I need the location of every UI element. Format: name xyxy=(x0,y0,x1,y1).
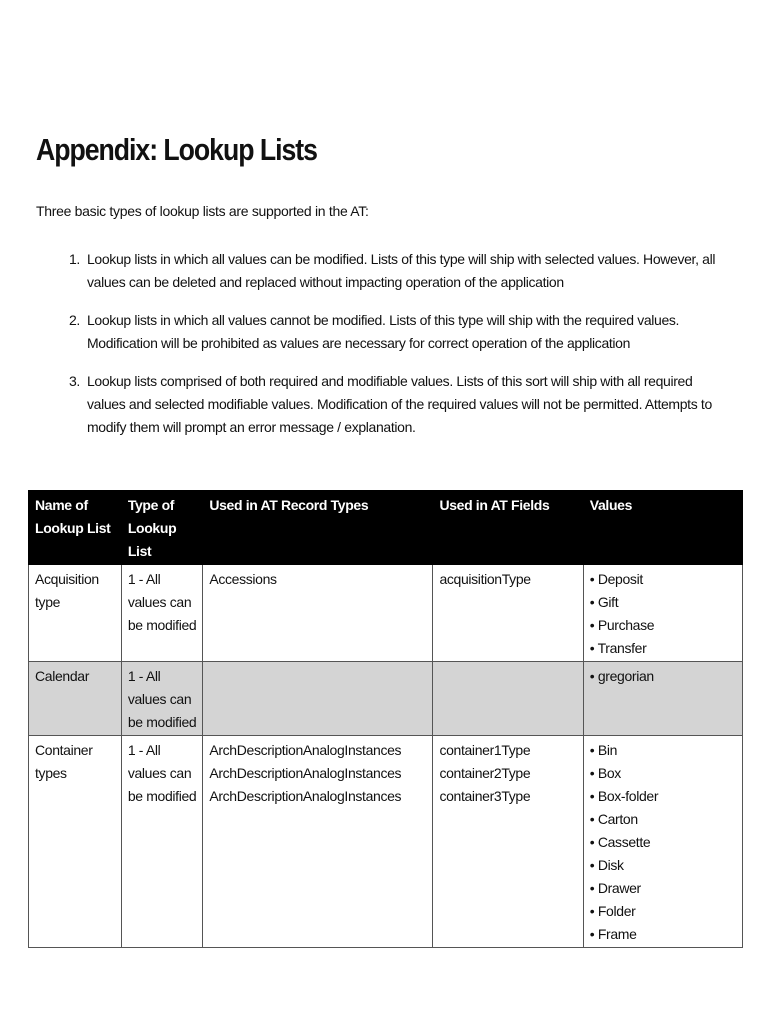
cell-record-types: Accessions xyxy=(203,565,433,662)
cell-record-types xyxy=(203,662,433,736)
table-row xyxy=(29,565,743,662)
cell-type: 1 - All values can be modified xyxy=(121,736,203,948)
lookup-lists-table xyxy=(28,490,743,948)
cell-type: 1 - All values can be modified xyxy=(121,565,203,662)
cell-name: Container types xyxy=(29,736,122,948)
header-type-of-lookup-list: Type of Lookup List xyxy=(121,491,203,565)
list-item xyxy=(69,370,727,439)
header-values: Values xyxy=(583,491,742,565)
page-title: Appendix: Lookup Lists xyxy=(36,132,317,167)
cell-fields: container1Type container2Type container3Type xyxy=(433,736,583,948)
list-number: 1. xyxy=(69,251,80,267)
cell-name: Calendar xyxy=(29,662,122,736)
cell-fields xyxy=(433,662,583,736)
table-row xyxy=(29,736,743,948)
header-used-in-record-types: Used in AT Record Types xyxy=(203,491,433,565)
intro-paragraph: Three basic types of lookup lists are supported in the AT: xyxy=(36,203,369,219)
list-item xyxy=(69,309,727,355)
list-text: Lookup lists in which all values cannot be modified. Lists of this type will ship with the required values. Modification will be prohibited as values are necessary for correct operation of the application xyxy=(87,312,680,351)
cell-fields: acquisitionType xyxy=(433,565,583,662)
cell-type: 1 - All values can be modified xyxy=(121,662,203,736)
lookup-types-list xyxy=(69,248,727,454)
list-number: 3. xyxy=(69,373,80,389)
cell-values: • gregorian xyxy=(583,662,742,736)
list-item xyxy=(69,248,727,294)
list-number: 2. xyxy=(69,312,80,328)
table-header-row xyxy=(29,491,743,565)
cell-record-types: ArchDescriptionAnalogInstances ArchDescriptionAnalogInstances ArchDescriptionAnalogInstances xyxy=(203,736,433,948)
cell-name: Acquisition type xyxy=(29,565,122,662)
header-name-of-lookup-list: Name of Lookup List xyxy=(29,491,122,565)
cell-values: • Bin • Box • Box-folder • Carton • Cassette • Disk • Drawer • Folder • Frame xyxy=(583,736,742,948)
table-row xyxy=(29,662,743,736)
list-text: Lookup lists in which all values can be modified. Lists of this type will ship with selected values. However, all values can be deleted and replaced without impacting operation of the application xyxy=(87,251,716,290)
header-used-in-fields: Used in AT Fields xyxy=(433,491,583,565)
cell-values: • Deposit • Gift • Purchase • Transfer xyxy=(583,565,742,662)
list-text: Lookup lists comprised of both required and modifiable values. Lists of this sort will ship with all required values and selected modifiable values. Modification of the required values will not be permitted. Attempts to modify them will prompt an error message / explanation. xyxy=(87,373,712,435)
